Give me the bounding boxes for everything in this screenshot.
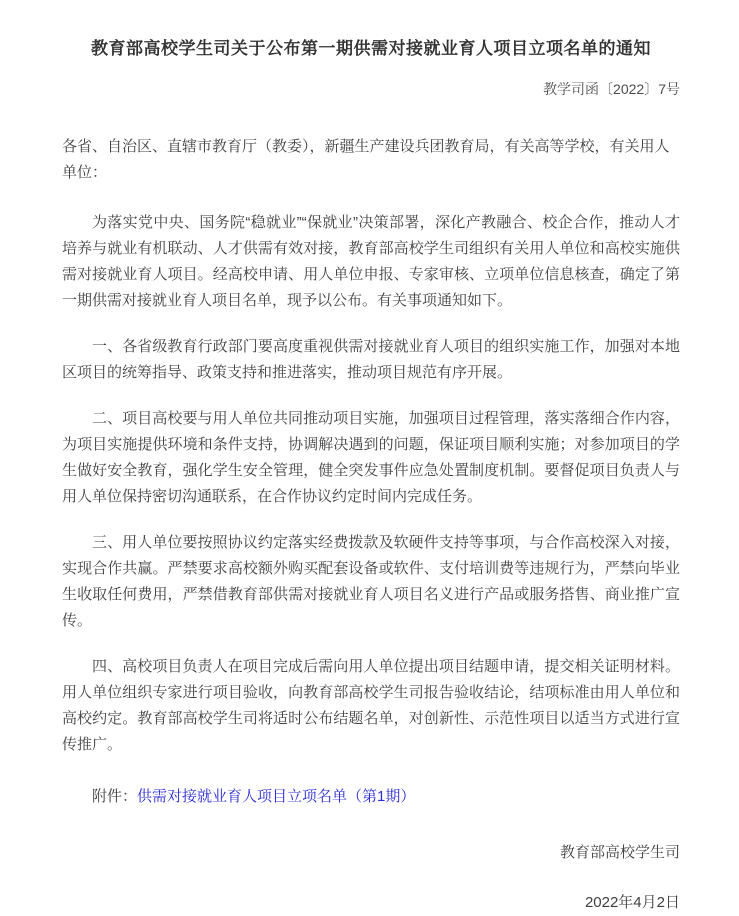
document-number: 教学司函〔2022〕7号: [543, 81, 680, 97]
paragraph-item-4: 四、高校项目负责人在项目完成后需向用人单位提出项目结题申请，提交相关证明材料。用人单位组织专家进行项目验收，向教育部高校学生司报告验收结论，结项标准由用人单位和高校约定。教育部高校学生司将适时公布结题名单，对创新性、示范性项目以适当方式进行宣传推广。: [62, 658, 680, 753]
paragraph-item-2: 二、项目高校要与用人单位共同推动项目实施，加强项目过程管理，落实落细合作内容，为项目实施提供环境和条件支持，协调解决遇到的问题，保证项目顺利实施；对参加项目的学生做好安全教育，强化学生安全管理，健全突发事件应急处置制度机制。要督促项目负责人与用人单位保持密切沟通联系，在合作协议约定时间内完成任务。: [62, 410, 680, 505]
attachment-label: 附件：: [92, 788, 138, 805]
attachment-line: [62, 784, 680, 810]
paragraph-item-1: 一、各省级教育行政部门要高度重视供需对接就业育人项目的组织实施工作，加强对本地区项目的统筹指导、政策支持和推进落实，推动项目规范有序开展。: [62, 338, 680, 381]
paragraph-intro: 为落实党中央、国务院“稳就业”“保就业”决策部署，深化产教融合、校企合作，推动人才培养与就业有机联动、人才供需有效对接，教育部高校学生司组织有关用人单位和高校实施供需对接就业育人项目。经高校申请、用人单位申报、专家审核、立项单位信息核查，确定了第一期供需对接就业育人项目名单，现予以公布。有关事项通知如下。: [62, 214, 680, 309]
issue-date: 2022年4月2日: [584, 894, 680, 911]
salutation-line: 各省、自治区、直辖市教育厅（教委），新疆生产建设兵团教育局，有关高等学校，有关用人单位：: [62, 138, 670, 181]
page-title: 教育部高校学生司关于公布第一期供需对接就业育人项目立项名单的通知: [91, 39, 651, 58]
paragraph-item-3: 三、用人单位要按照协议约定落实经费拨款及软硬件支持等事项，与合作高校深入对接，实现合作共赢。严禁要求高校额外购买配套设备或软件、支付培训费等违规行为，严禁向毕业生收取任何费用，严禁借教育部供需对接就业育人项目名义进行产品或服务搭售、商业推广宣传。: [62, 534, 680, 629]
attachment-link[interactable]: 供需对接就业育人项目立项名单（第1期）: [137, 788, 416, 805]
issuing-department-signature: 教育部高校学生司: [559, 844, 680, 861]
